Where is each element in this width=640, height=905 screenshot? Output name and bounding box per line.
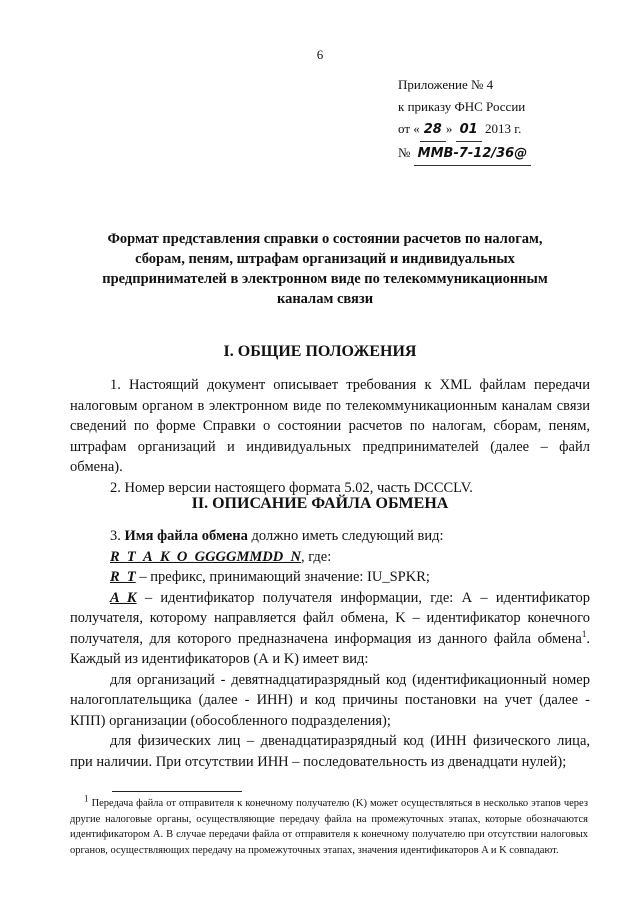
phys-definition: для физических лиц – двенадцатиразрядный код (ИНН физического лица, при наличии. При отсутствии ИНН – последовательность из двенадцати нулей); (70, 733, 590, 770)
section-2-heading: II. ОПИСАНИЕ ФАЙЛА ОБМЕНА (191, 495, 449, 512)
ak-text: – идентификатор получателя информации, где: А – идентификатор получателя, которому направляется файл обмена, K – идентификатор конечного получателя, для которого предназначена информация из данного файла обмена (70, 589, 590, 647)
ak-definition (70, 588, 590, 670)
appendix-date (398, 118, 531, 142)
appendix-line-2: к приказу ФНС России (398, 99, 526, 114)
pattern-value: R_T_A_K_O_GGGGMMDD_N (110, 548, 301, 565)
footnote-sup: 1 (84, 793, 89, 804)
appendix-block (398, 74, 531, 166)
date-mid: » (445, 121, 453, 136)
p3-bold: Имя файла обмена (124, 528, 248, 544)
date-day: 28 (420, 119, 446, 142)
p3-num: 3. (110, 528, 125, 544)
number-value: ММВ-7-12/36@ (414, 143, 532, 166)
section-2-body (70, 526, 590, 772)
paragraph-1: 1. Настоящий документ описывает требования к XML файлам передачи налоговым органом в электронном виде по телекоммуникационным каналам связи сведений по форме Справки о состоянии расчетов по налогам, сборам, пеням, штрафам организаций и индивидуальных предпринимателей (далее – файл обмена). (70, 377, 590, 475)
appendix-line-1: Приложение № 4 (398, 77, 494, 92)
rt-text: – префикс, принимающий значение: IU_SPKR; (135, 569, 430, 585)
date-year: 2013 г. (484, 121, 522, 136)
date-prefix: от « (398, 121, 420, 136)
number-prefix: № (398, 145, 411, 160)
pattern-rest: , где: (300, 548, 332, 565)
section-1-heading: I. ОБЩИЕ ПОЛОЖЕНИЯ (223, 343, 417, 360)
footnote-divider (112, 791, 242, 792)
p3-rest: должно иметь следующий вид: (247, 528, 444, 544)
footnote-text: Передача файла от отправителя к конечному получателю (K) может осуществляться в несколько этапов через другие налоговые органы, осуществляющие передачу файла на промежуточных этапах, которые обозначаются идентификатором А. В случае передачи файла от отправителя к конечному получателю при отсутствии налоговых органов, осуществляющих передачу на промежуточных этапах, значения идентификаторов A и K совпадают. (70, 798, 588, 856)
ak-tail: . Каждый из идентификаторов (А и K) имеет вид: (70, 630, 590, 667)
page-number: 6 (316, 47, 324, 62)
paragraph-3 (70, 526, 590, 547)
ak-label: A_K (110, 589, 137, 606)
org-definition: для организаций - девятнадцатиразрядный код (идентификационный номер налогоплательщика (далее - ИНН) и код причины постановки на учет (далее - КПП) организации (обособленного подразделения); (70, 671, 590, 729)
appendix-number (398, 142, 531, 166)
rt-label: R_T (110, 569, 136, 585)
document-title: Формат представления справки о состоянии расчетов по налогам, сборам, пеням, штрафам организаций и индивидуальных предпринимателей в электронном виде по телекоммуникационным каналам связи (102, 231, 548, 307)
filename-pattern (70, 547, 590, 568)
footnote (70, 793, 588, 858)
paragraph-2: 2. Номер версии настоящего формата 5.02, часть DCCCLV. (110, 479, 473, 496)
rt-definition (70, 567, 590, 588)
section-1-body (70, 375, 590, 498)
footnote-ref: 1 (581, 628, 587, 639)
date-month: 01 (456, 119, 482, 142)
